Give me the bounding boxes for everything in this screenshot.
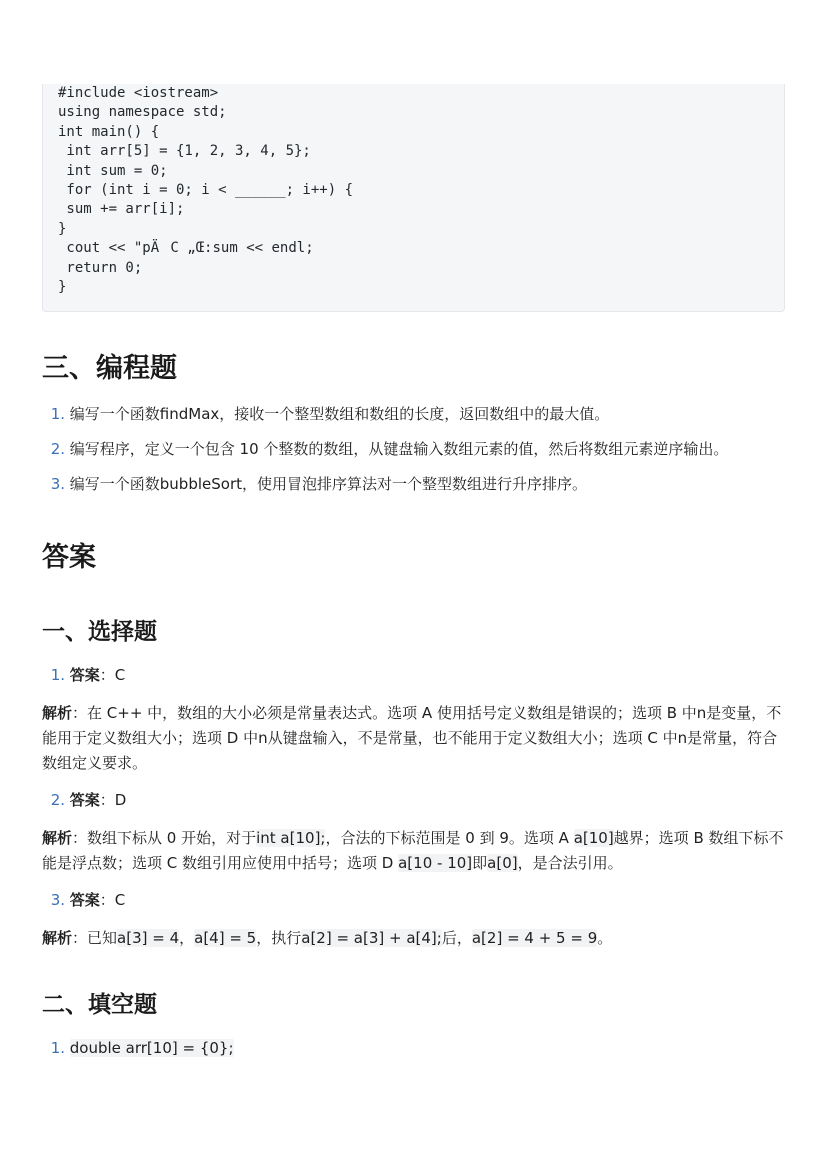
answers-heading: 答案 (42, 542, 96, 573)
list-number: 2. (50, 791, 65, 809)
answer-label: 答案 (69, 666, 100, 684)
analysis-text: 即 (472, 854, 488, 872)
code-line: int arr[5] = {1, 2, 3, 4, 5}; (58, 143, 311, 160)
list-number: 2. (50, 440, 65, 458)
list-item (42, 404, 802, 439)
answer-value: ：C (99, 891, 126, 909)
list-number: 3. (50, 475, 65, 493)
answer-label: 答案 (69, 791, 100, 809)
section-heading-choice: 一、选择题 (42, 619, 157, 645)
list-number: 1. (50, 666, 65, 684)
analysis-paragraph-2 (42, 826, 787, 876)
inline-code: a[4] = 5 (194, 929, 257, 947)
code-line: } (58, 220, 67, 237)
inline-code: a[3] = 4 (117, 929, 180, 947)
analysis-label: 解析 (42, 704, 73, 722)
analysis-label: 解析 (42, 829, 73, 847)
analysis-text: ：在 C++ 中，数组的大小必须是常量表达式。选项 A 使用括号定义数组是错误的；选项 B 中n是变量，不能用于定义数组大小；选项 D 中n从键盘输入，不是常量，也不能用于定义数组大小；选项 C 中n是常量，符合数组定义要求。 (42, 704, 782, 772)
code-line: sum += arr[i]; (58, 201, 185, 218)
inline-code: a[0] (487, 854, 518, 872)
analysis-text: ，是合法引用。 (517, 854, 623, 872)
inline-code: a[2] = a[3] + a[4]; (301, 929, 442, 947)
analysis-text: ，合法的下标范围是 0 到 9。选项 A (325, 829, 574, 847)
answer-value: ：D (99, 791, 127, 809)
inline-code: a[10] (573, 829, 614, 847)
analysis-text: 越界；选项 B 数组下标不能是浮点数；选项 C 数组引用应使用中括号；选项 D (42, 829, 784, 872)
code-line: return 0; (58, 259, 143, 276)
section-heading-programming: 三、编程题 (42, 353, 177, 384)
code-line: for (int i = 0; i < ______; i++) { (58, 182, 354, 199)
analysis-text: ：已知 (72, 929, 118, 947)
inline-code: int a[10]; (256, 829, 326, 847)
analysis-label: 解析 (42, 929, 73, 947)
list-item (42, 474, 802, 509)
list-item-text: 编写一个函数findMax，接收一个整型数组和数组的长度，返回数组中的最大值。 (69, 405, 610, 423)
inline-code: double arr[10] = {0}; (69, 1039, 234, 1057)
analysis-text: ，执行 (256, 929, 302, 947)
analysis-text: 后， (441, 929, 472, 947)
list-item-text: 编写程序，定义一个包含 10 个整数的数组，从键盘输入数组元素的值，然后将数组元素逆序输出。 (69, 440, 729, 458)
analysis-text: ：数组下标从 0 开始，对于 (72, 829, 257, 847)
analysis-paragraph-3 (42, 926, 787, 951)
inline-code: a[2] = 4 + 5 = 9 (471, 929, 598, 947)
answer-value: ：C (99, 666, 126, 684)
inline-code: a[10 - 10] (398, 854, 473, 872)
fill-answer-line-1 (42, 1038, 234, 1058)
list-item-text: 编写一个函数bubbleSort，使用冒泡排序算法对一个整型数组进行升序排序。 (69, 475, 587, 493)
code-block (42, 84, 785, 312)
answer-line-2 (42, 790, 126, 810)
code-line: cout << "pÄC „Œ:sum << endl; (58, 240, 314, 257)
list-number: 3. (50, 891, 65, 909)
answer-line-1 (42, 665, 125, 685)
code-line: int main() { (58, 123, 160, 140)
answer-line-3 (42, 890, 125, 910)
list-number: 1. (50, 405, 65, 423)
analysis-paragraph-1 (42, 701, 787, 776)
analysis-text: 。 (597, 929, 613, 947)
answer-label: 答案 (69, 891, 100, 909)
list-item (42, 439, 802, 474)
code-line: using namespace std; (58, 104, 227, 121)
code-line: int sum = 0; (58, 162, 168, 179)
code-line: #include <iostream> (58, 85, 219, 101)
analysis-text: ， (179, 929, 195, 947)
list-number: 1. (50, 1039, 65, 1057)
section-heading-fill: 二、填空题 (42, 992, 157, 1018)
programming-list (42, 404, 802, 509)
code-line: } (58, 279, 67, 296)
